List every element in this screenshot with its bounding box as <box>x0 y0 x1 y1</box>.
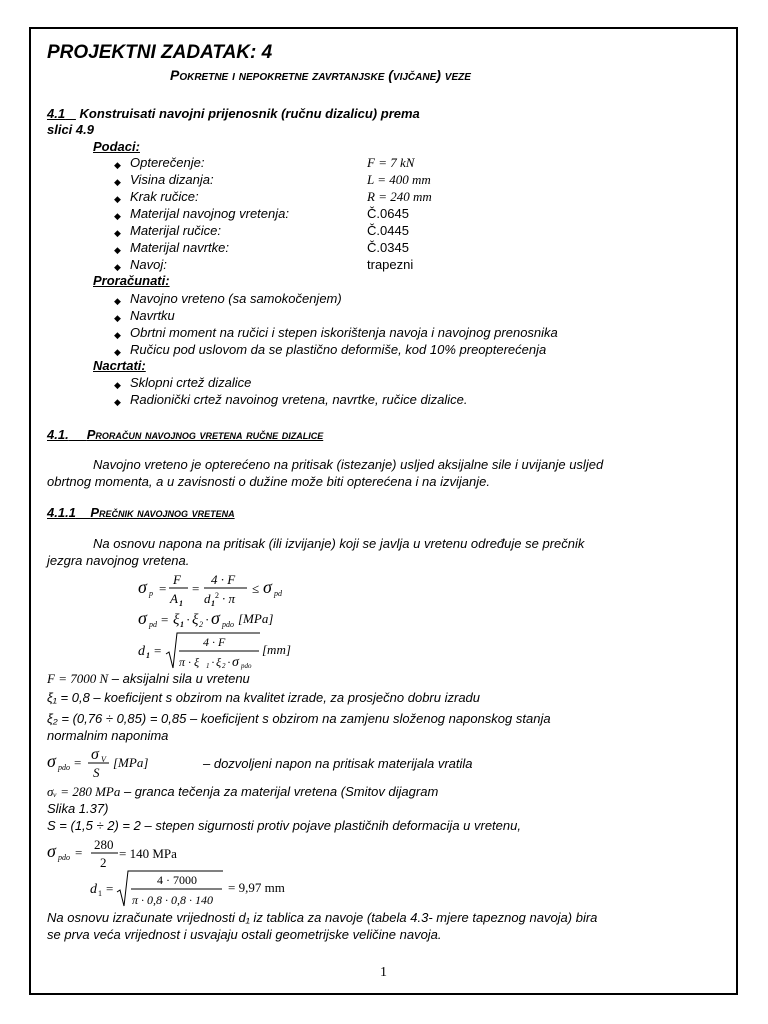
svg-text:pd: pd <box>149 620 157 629</box>
def-F <box>47 671 250 687</box>
bullet-icon: ◆ <box>114 330 121 340</box>
def-xi2-desc: – koeficijent s obzirom na zamjenu složenog naponskog stanja <box>189 711 551 726</box>
bullet-icon: ◆ <box>114 228 121 238</box>
def-xi1-symbol: ξ₁ = 0,8 <box>47 690 90 705</box>
bullet-icon: ◆ <box>114 177 121 187</box>
svg-text:1: 1 <box>146 651 150 660</box>
svg-text:A: A <box>170 591 178 606</box>
podaci-label: Podaci: <box>93 139 140 154</box>
formula-d1-calc <box>87 868 237 910</box>
task-heading-line2: slici 4.9 <box>47 122 94 137</box>
formula-d1 <box>135 630 335 672</box>
svg-text:1: 1 <box>179 599 183 608</box>
svg-text:pd: pd <box>274 589 282 598</box>
proracunati-item: Ručicu pod uslovom da se plastično deformiše, kod 10% preopterećenja <box>130 342 547 357</box>
closing-line2: se prva veća vrijednost i usvajaju ostali geometrijske veličine navoja. <box>47 927 442 942</box>
podaci-label-4: Materijal ručice: <box>130 223 222 238</box>
svg-text:≤: ≤ <box>252 581 260 596</box>
svg-text:σ: σ <box>138 577 147 597</box>
section-number: 4.1.1 <box>47 505 76 520</box>
def-F-desc: – aksijalni sila u vretenu <box>111 671 250 686</box>
bullet-icon: ◆ <box>114 211 121 221</box>
proracunati-item: Navrtku <box>130 308 175 323</box>
svg-text:pdo: pdo <box>58 763 70 772</box>
bullet-icon: ◆ <box>114 262 121 272</box>
def-xi1 <box>47 690 480 705</box>
bullet-icon: ◆ <box>114 160 121 170</box>
def-xi2 <box>47 711 551 726</box>
svg-text:p: p <box>149 589 153 598</box>
task-number: 4.1 <box>47 106 66 121</box>
bullet-icon: ◆ <box>114 380 121 390</box>
svg-text:280: 280 <box>94 837 114 852</box>
podaci-value-0: F = 7 kN <box>367 155 415 170</box>
svg-text:π · ξ: π · ξ <box>179 655 200 669</box>
def-sv <box>47 784 438 800</box>
svg-text:σ: σ <box>211 608 220 628</box>
formula-unit-mpa: [MPa] <box>238 611 274 626</box>
svg-text:1: 1 <box>98 889 102 898</box>
formula-sigma-pdo <box>45 744 160 782</box>
section1-para-line2: obrtnog momenta, a u zavisnosti o dužine može biti opterećena i na izvijanje. <box>47 474 490 489</box>
task-heading <box>47 106 420 121</box>
svg-text:π · 0,8 · 0,8 · 140: π · 0,8 · 0,8 · 140 <box>132 893 214 907</box>
def-xi2-symbol: ξ₂ = (0,76 ÷ 0,85) = 0,85 <box>47 711 187 726</box>
svg-text:·: · <box>186 612 191 627</box>
task-heading-line1: Konstruisati navojni prijenosnik (ručnu dizalicu) prema <box>79 106 420 121</box>
page-number: 1 <box>380 965 387 980</box>
svg-text:=: = <box>159 581 167 596</box>
def-sv-desc: – granca tečenja za materijal vretena (Smitov dijagram <box>123 784 439 799</box>
svg-text:4 · 7000: 4 · 7000 <box>157 873 197 887</box>
podaci-label-2: Krak ručice: <box>130 189 199 204</box>
podaci-value-2: R = 240 mm <box>367 189 432 204</box>
svg-text:ξ: ξ <box>173 612 180 628</box>
bullet-icon: ◆ <box>114 296 121 306</box>
def-sv-symbol: σᵥ = 280 MPa <box>47 784 121 799</box>
svg-text:=: = <box>75 845 83 860</box>
section-title: Prečnik navojnog vretena <box>90 505 235 520</box>
svg-text:d: d <box>204 591 211 606</box>
svg-text:·: · <box>227 655 231 669</box>
svg-text:=: = <box>106 881 114 896</box>
def-spdo-value: = 140 MPa <box>119 846 177 861</box>
section-4-1-1-heading <box>47 505 235 520</box>
page-subtitle: Pokretne i nepokretne zavrtanjske (vijčane) veze <box>170 67 471 83</box>
def-S-desc: – stepen sigurnosti protiv pojave plastičnih deformacija u vretenu, <box>144 818 521 833</box>
svg-text:[MPa]: [MPa] <box>113 755 149 770</box>
svg-text:ξ: ξ <box>216 655 222 669</box>
section2-para-line1: Na osnovu napona na pritisak (ili izvijanje) koji se javlja u vretenu određuje se prečnik <box>93 536 585 551</box>
svg-text:d: d <box>90 882 97 897</box>
svg-text:σ: σ <box>138 608 147 628</box>
svg-text:2: 2 <box>222 662 226 670</box>
formula-sigma-p <box>135 567 295 609</box>
svg-text:=: = <box>192 581 200 596</box>
svg-text:σ: σ <box>47 841 56 861</box>
svg-text:4 · F: 4 · F <box>203 635 226 649</box>
podaci-value-5: Č.0345 <box>367 240 409 255</box>
def-spdo-desc: – dozvoljeni napon na pritisak materijala vratila <box>203 756 473 771</box>
svg-text:=: = <box>161 612 169 627</box>
svg-text:pdo: pdo <box>241 662 252 670</box>
svg-text:2: 2 <box>215 591 219 600</box>
svg-text:pdo: pdo <box>222 620 234 629</box>
svg-text:· π: · π <box>222 591 236 606</box>
def-d1-value: = 9,97 mm <box>228 880 285 895</box>
proracunati-item: Navojno vreteno (sa samokočenjem) <box>130 291 342 306</box>
svg-text:S: S <box>93 765 100 780</box>
svg-text:=: = <box>74 755 82 770</box>
svg-text:σ: σ <box>47 751 56 771</box>
def-xi2-desc2: normalnim naponima <box>47 728 169 743</box>
def-sv-desc2: Slika 1.37) <box>47 801 109 816</box>
svg-text:ξ: ξ <box>192 612 199 628</box>
svg-text:σ: σ <box>263 577 272 597</box>
def-F-symbol: F = 7000 N <box>47 671 109 686</box>
bullet-icon: ◆ <box>114 397 121 407</box>
bullet-icon: ◆ <box>114 347 121 357</box>
bullet-icon: ◆ <box>114 313 121 323</box>
podaci-value-4: Č.0445 <box>367 223 409 238</box>
svg-text:F: F <box>173 572 181 587</box>
page-title: PROJEKTNI ZADATAK: 4 <box>47 42 273 63</box>
svg-text:2: 2 <box>199 620 203 629</box>
section-4-1-heading <box>47 427 323 442</box>
svg-text:2: 2 <box>100 855 107 870</box>
svg-text:4 · F: 4 · F <box>211 572 236 587</box>
podaci-value-1: L = 400 mm <box>367 172 431 187</box>
svg-text:1: 1 <box>180 620 184 629</box>
podaci-label-1: Visina dizanja: <box>130 172 214 187</box>
formula-sigma-pd <box>135 608 335 630</box>
section-number: 4.1. <box>47 427 69 442</box>
podaci-label-6: Navoj: <box>130 257 167 272</box>
closing-line1: Na osnovu izračunate vrijednosti d₁ iz tablica za navoje (tabela 4.3- mjere tapeznog navoja) bira <box>47 910 598 925</box>
svg-text:V: V <box>101 755 106 764</box>
def-S <box>47 818 521 833</box>
proracunati-item: Obrtni moment na ručici i stepen iskorištenja navoja i navojnog prenosnika <box>130 325 558 340</box>
svg-text:σ: σ <box>232 655 239 670</box>
podaci-value-6: trapezni <box>367 257 414 272</box>
svg-text:1: 1 <box>211 599 215 608</box>
section-title: Proračun navojnog vretena ručne dizalice <box>86 427 324 442</box>
bullet-icon: ◆ <box>114 245 121 255</box>
def-xi1-desc: – koeficijent s obzirom na kvalitet izrade, za prosječno dobru izradu <box>93 690 481 705</box>
svg-text:·: · <box>211 655 215 669</box>
podaci-label-0: Opterečenje: <box>130 155 205 170</box>
svg-text:d: d <box>138 644 145 659</box>
podaci-value-3: Č.0645 <box>367 206 409 221</box>
def-S-symbol: S = (1,5 ÷ 2) = 2 <box>47 818 141 833</box>
podaci-label-5: Materijal navrtke: <box>130 240 229 255</box>
podaci-label-3: Materijal navojnog vretenja: <box>130 206 289 221</box>
nacrtati-label: Nacrtati: <box>93 358 146 373</box>
formula-unit-mm: [mm] <box>262 642 291 657</box>
section1-para-line1: Navojno vreteno je opterećeno na pritisak (istezanje) usljed aksijalne sile i uvijanje usljed <box>93 457 604 472</box>
section2-para-line2: jezgra navojnog vretena. <box>47 553 190 568</box>
svg-text:σ: σ <box>91 746 99 763</box>
bullet-icon: ◆ <box>114 194 121 204</box>
svg-text:·: · <box>205 612 210 627</box>
svg-text:pdo: pdo <box>58 853 70 862</box>
svg-text:1: 1 <box>206 662 210 670</box>
nacrtati-item: Radionički crtež navoinog vretena, navrtke, ručice dizalice. <box>130 392 468 407</box>
nacrtati-item: Sklopni crtež dizalice <box>130 375 252 390</box>
svg-text:=: = <box>154 643 162 658</box>
proracunati-label: Proračunati: <box>93 273 170 288</box>
